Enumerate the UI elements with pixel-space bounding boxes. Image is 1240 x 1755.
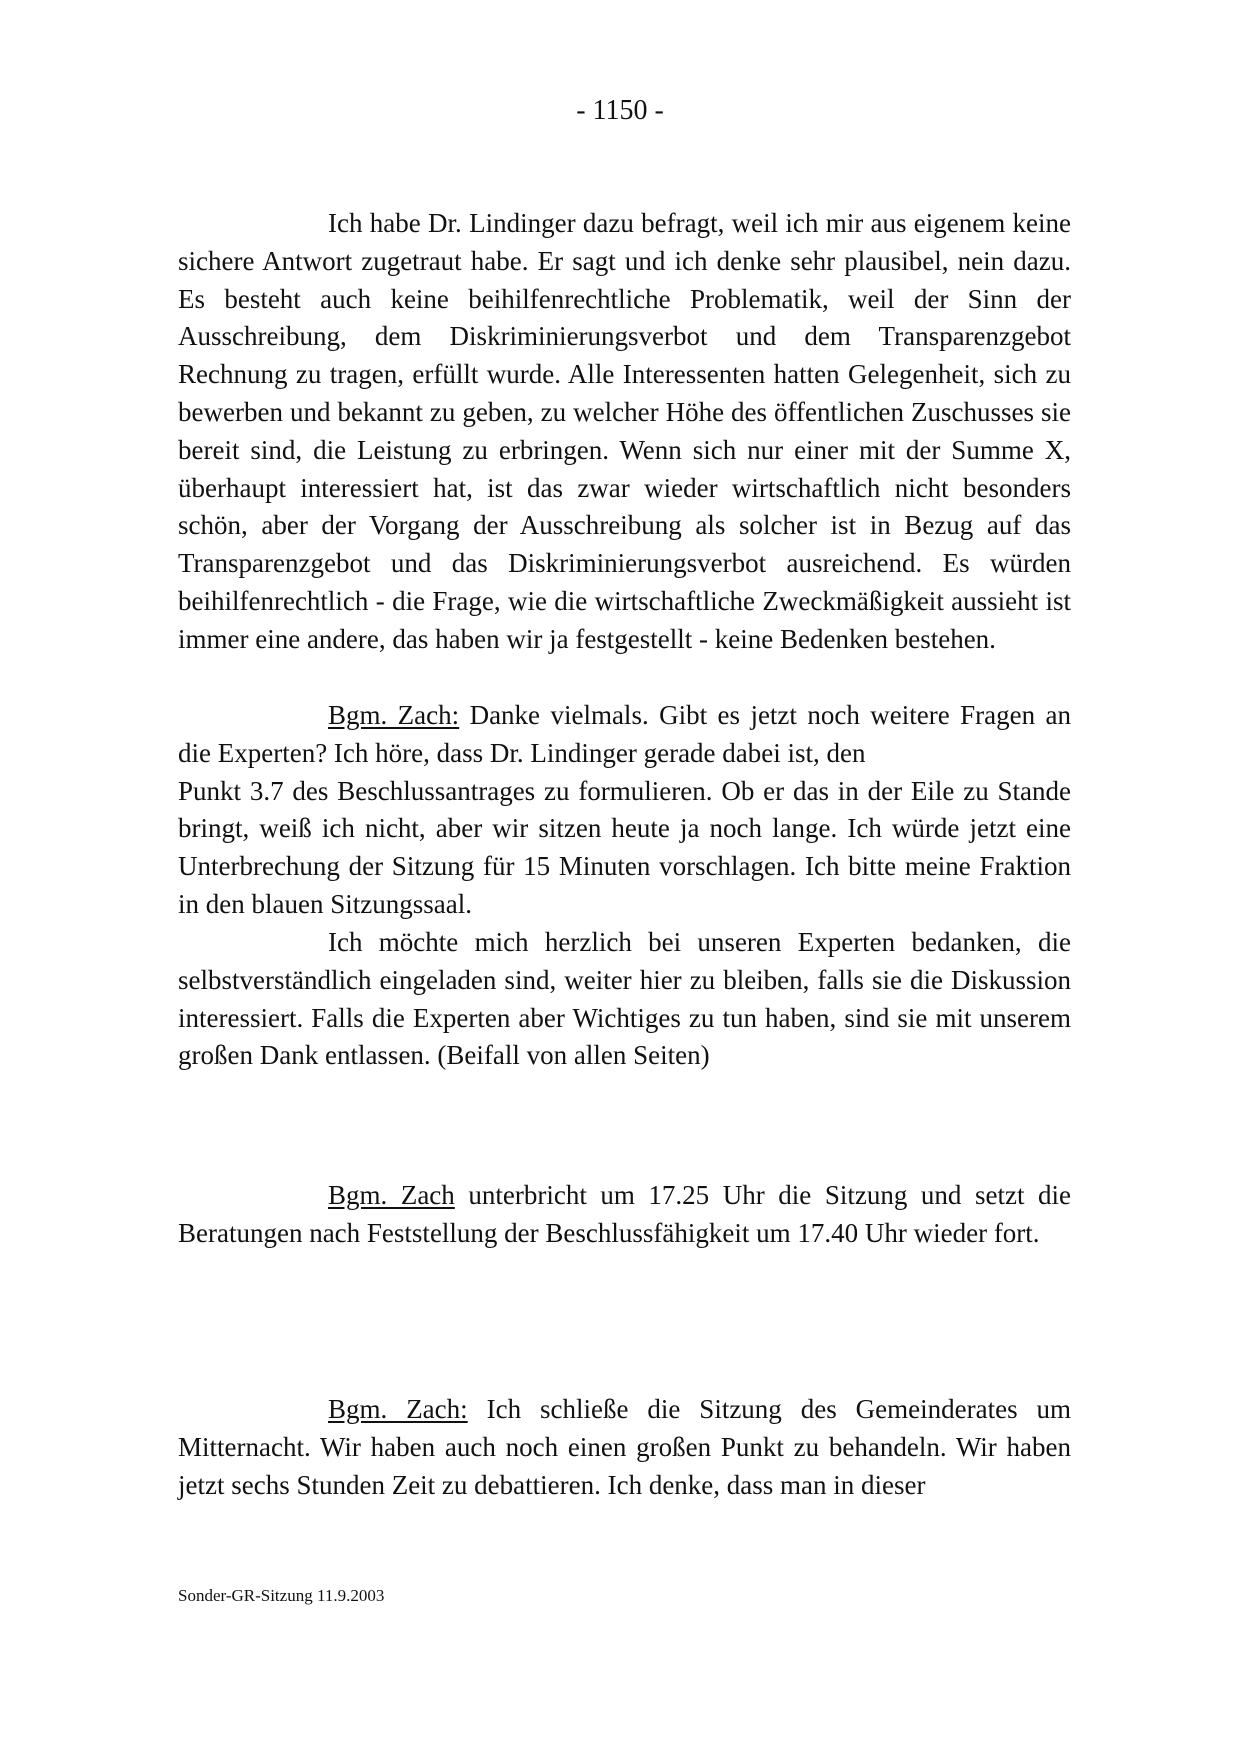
paragraph-experts-thanks: [178, 924, 1071, 1075]
paragraph-continuation: Punkt 3.7 des Beschlussantrages zu formulieren. Ob er das in der Eile zu Stande bringt, weiß ich nicht, aber wir sitzen heute ja noch lange. Ich würde jetzt eine Unterbrechung der Sitzung für 15 Minuten vorschlagen. Ich bitte meine Fraktion in den blauen Sitzungssaal.: [178, 775, 1071, 919]
paragraph-text: Ich möchte mich herzlich bei unseren Experten bedanken, die selbstverständlich eingeladen sind, weiter hier zu bleiben, falls sie die Diskussion interessiert. Falls die Experten aber Wichtiges zu tun haben, sind sie mit unserem großen Dank entlassen. (Beifall von allen Seiten): [178, 927, 1071, 1071]
paragraph-text: Bgm. Zach: Ich schließe die Sitzung des Gemeinderates um Mitternacht. Wir haben auch noch einen großen Punkt zu behandeln. Wir haben jetzt sechs Stunden Zeit zu debattieren. Ich denke, dass man in dieser: [178, 1394, 1071, 1500]
paragraph-text: Danke vielmals. Gibt es jetzt noch weitere Fragen an die Experten? Ich höre, dass Dr. Lindinger gerade dabei ist, den: [178, 700, 1071, 768]
page-number: - 1150 -: [576, 95, 664, 126]
footer-session-reference: Sonder-GR-Sitzung 11.9.2003: [178, 1586, 385, 1605]
speaker-name: Bgm. Zach: [328, 1180, 455, 1210]
paragraph-intro: [178, 697, 1071, 773]
speaker-name: Bgm. Zach:: [328, 1394, 468, 1424]
paragraph-lindinger-answer: [178, 205, 1071, 659]
paragraph-session-break: [178, 1177, 1071, 1253]
paragraph-session-close: [178, 1391, 1071, 1504]
paragraph-zach-thanks: [178, 697, 1071, 924]
speaker-name: Bgm. Zach:: [328, 700, 460, 730]
paragraph-text: Bgm. Zach unterbricht um 17.25 Uhr die Sitzung und setzt die Beratungen nach Feststellung der Beschlussfähigkeit um 17.40 Uhr wieder fort.: [178, 1180, 1071, 1248]
paragraph-text: Ich habe Dr. Lindinger dazu befragt, weil ich mir aus eigenem keine sichere Antwort zugetraut habe. Er sagt und ich denke sehr plausibel, nein dazu. Es besteht auch keine beihilfenrechtliche Problematik, weil der Sinn der Ausschreibung, dem Diskriminierungsverbot und dem Transparenzgebot Rechnung zu tragen, erfüllt wurde. Alle Interessenten hatten Gelegenheit, sich zu bewerben und bekannt zu geben, zu welcher Höhe des öffentlichen Zuschusses sie bereit sind, die Leistung zu erbringen. Wenn sich nur einer mit der Summe X, überhaupt interessiert hat, ist das zwar wieder wirtschaftlich nicht besonders schön, aber der Vorgang der Ausschreibung als solcher ist in Bezug auf das Transparenzgebot und das Diskriminierungsverbot ausreichend. Es würden beihilfenrechtlich - die Frage, wie die wirtschaftliche Zweckmäßigkeit aussieht ist immer eine andere, das haben wir ja festgestellt - keine Bedenken bestehen.: [178, 208, 1071, 654]
